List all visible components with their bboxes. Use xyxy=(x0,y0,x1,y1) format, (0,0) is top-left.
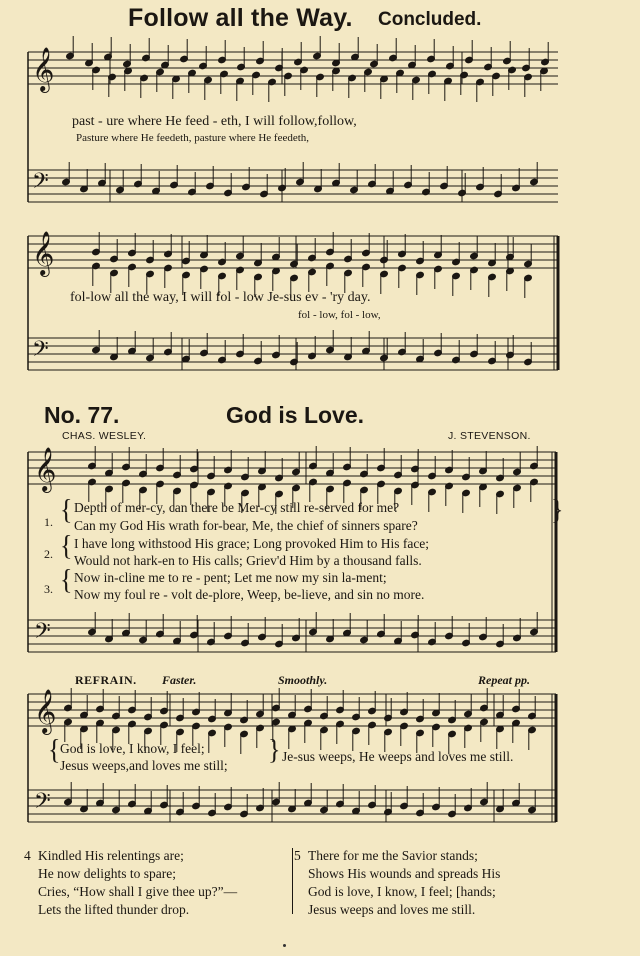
verse-number: 2. xyxy=(44,547,53,561)
svg-text:𝄞: 𝄞 xyxy=(34,447,57,491)
verse-line: Would not hark-en to His calls; Griev'd Him by a thousand falls. xyxy=(74,553,422,568)
svg-text:𝄢: 𝄢 xyxy=(32,337,49,367)
tempo-direction: Smoothly. xyxy=(278,673,328,687)
verse-number: 3. xyxy=(44,582,53,596)
stanza-line: God is love, I know, I feel; [hands; xyxy=(308,884,496,899)
verse-line: Depth of mer-cy, can there be Mer-cy still re-served for me? xyxy=(74,500,400,515)
verse-line: Can my God His wrath for-bear, Me, the chief of sinners spare? xyxy=(74,518,418,533)
tempo-direction: Faster. xyxy=(162,673,197,687)
refrain-line: God is love, I know, I feel; xyxy=(60,741,205,756)
svg-text:𝄞: 𝄞 xyxy=(32,231,55,275)
stanza-line: Lets the lifted thunder drop. xyxy=(38,902,190,917)
refrain-line: Jesus weeps,and loves me still; xyxy=(60,758,228,773)
tempo-direction: Repeat pp. xyxy=(478,673,530,687)
verse-line: Now my foul re - volt de-plore, Weep, be-lieve, and sin no more. xyxy=(74,587,425,602)
lyric-line: past - ure where He feed - eth, I will follow,follow, xyxy=(72,114,357,129)
stanza-line: Jesus weeps and loves me still. xyxy=(308,902,476,917)
verse-line: I have long withstood His grace; Long provoked Him to His face; xyxy=(74,536,430,551)
svg-text:𝄢: 𝄢 xyxy=(32,169,49,199)
refrain-line: Je-sus weeps, He weeps and loves me still. xyxy=(282,749,514,764)
stanza-line: Shows His wounds and spreads His xyxy=(308,866,501,881)
column-divider xyxy=(292,848,293,914)
lyric-line: fol-low all the way, I will fol - low Je-sus ev - 'ry day. xyxy=(70,290,371,305)
page-subtitle: Concluded. xyxy=(378,9,482,30)
composer-credit: J. STEVENSON. xyxy=(448,430,531,442)
brace-icon: { xyxy=(60,529,73,562)
stanza-number: 4 xyxy=(24,848,31,863)
svg-text:𝄢: 𝄢 xyxy=(34,619,51,649)
svg-text:𝄞: 𝄞 xyxy=(34,689,57,733)
verse-number: 1. xyxy=(44,515,53,529)
verse-line: Now in-cline me to re - pent; Let me now my sin la-ment; xyxy=(74,570,387,585)
lyric-alto-line: Pasture where He feedeth, pasture where He feedeth, xyxy=(76,132,310,144)
lyric-alto-line: fol - low, fol - low, xyxy=(298,309,381,321)
brace-icon: } xyxy=(551,493,564,526)
page-title: Follow all the Way. xyxy=(128,4,353,32)
svg-text:𝄢: 𝄢 xyxy=(34,789,51,819)
brace-icon: { xyxy=(60,563,73,596)
stanza-line: Cries, “How shall I give thee up?”— xyxy=(38,884,238,899)
page-mark xyxy=(283,944,286,947)
svg-text:𝄞: 𝄞 xyxy=(32,47,55,91)
brace-icon: { xyxy=(48,733,61,766)
stanza-line: He now delights to spare; xyxy=(38,866,176,881)
hymn-number: No. 77. xyxy=(44,402,120,428)
stanza-line: There for me the Savior stands; xyxy=(308,848,478,863)
refrain-label: REFRAIN. xyxy=(75,673,137,687)
author-credit: CHAS. WESLEY. xyxy=(62,430,147,442)
stanza-number: 5 xyxy=(294,848,301,863)
stanza-line: Kindled His relentings are; xyxy=(38,848,184,863)
hymn-title: God is Love. xyxy=(226,402,365,428)
brace-icon: } xyxy=(268,733,281,766)
brace-icon: { xyxy=(60,493,73,526)
